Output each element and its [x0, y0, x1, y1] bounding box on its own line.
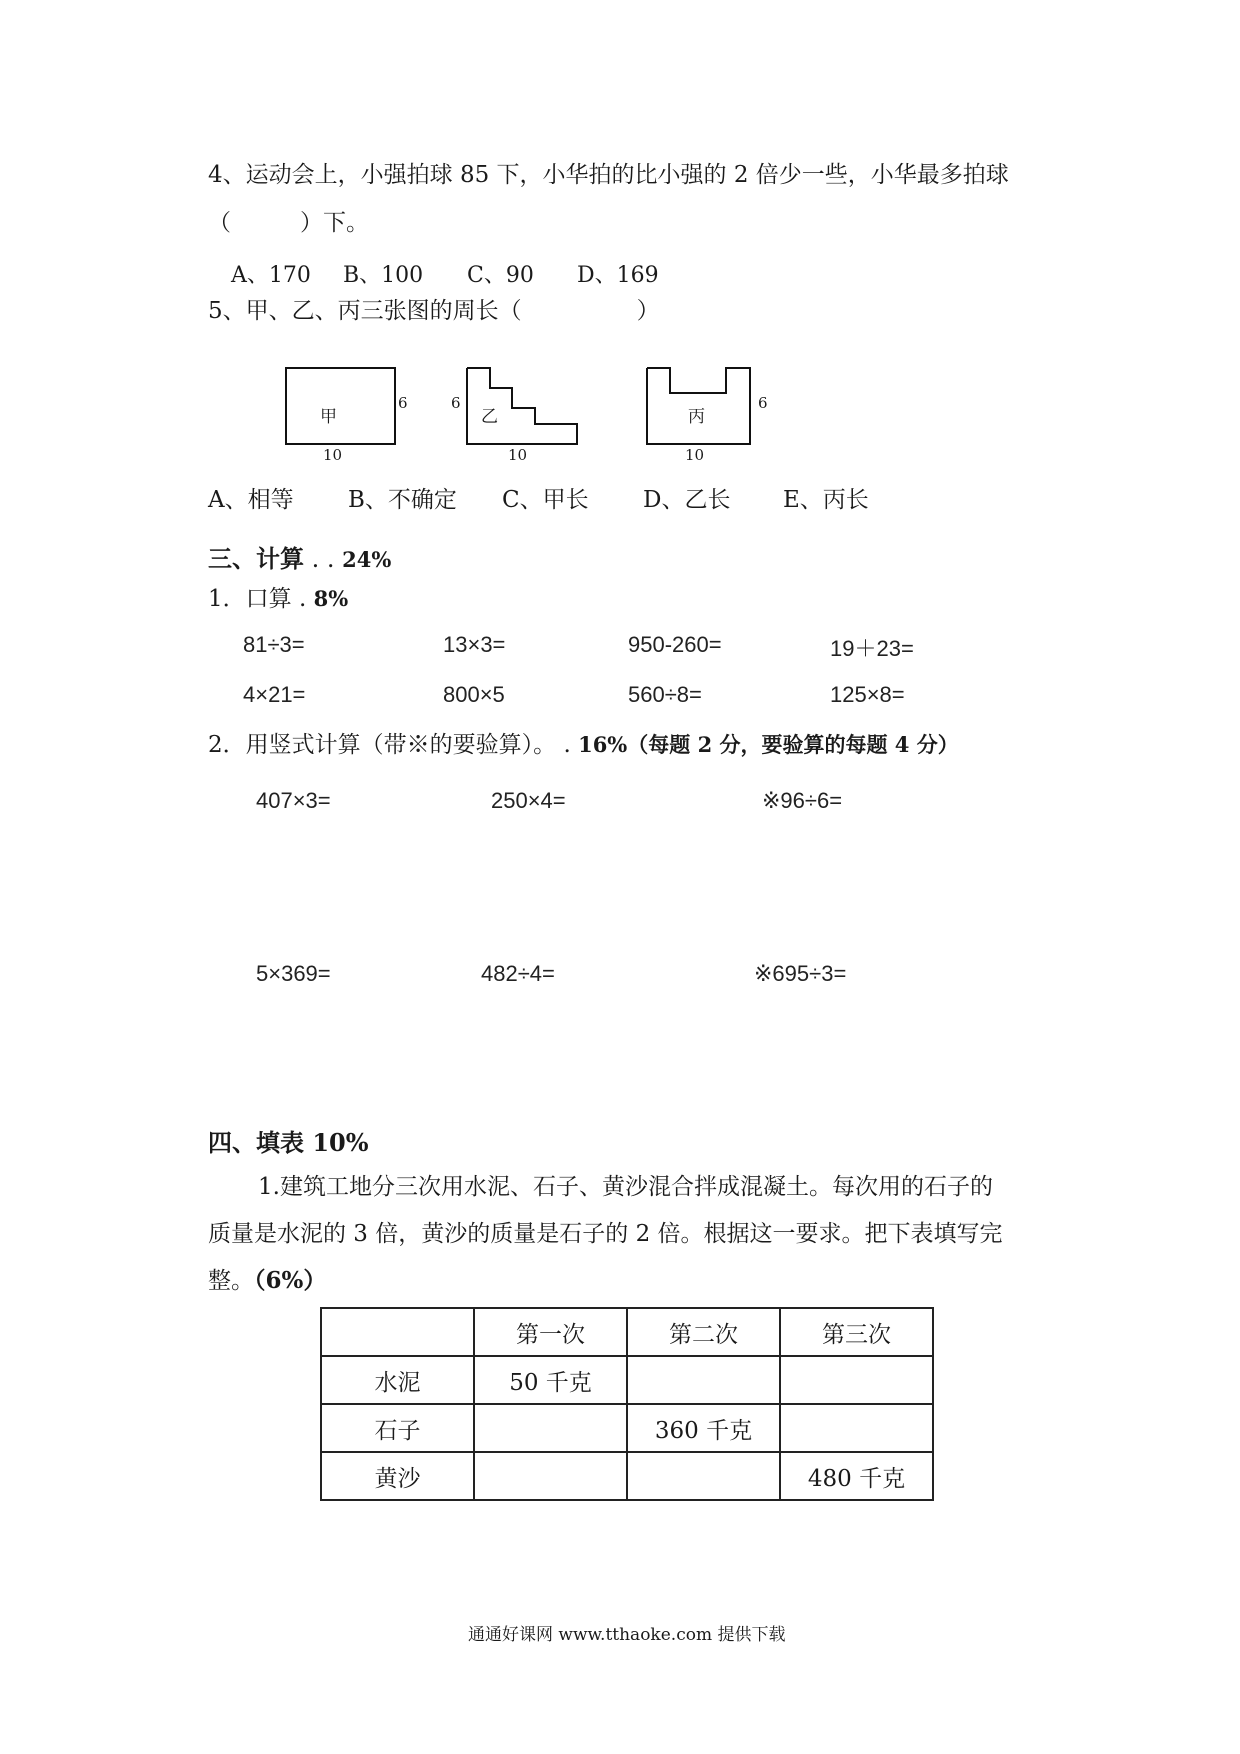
q5-option-b: B、不确定 — [348, 487, 457, 513]
oral-item: 125×8= — [830, 682, 905, 707]
figure-jia-label: 甲 — [320, 407, 337, 427]
vertical-item: 250×4= — [491, 788, 566, 813]
figure-jia — [280, 360, 420, 470]
table-header-cell — [321, 1308, 474, 1356]
table-cell — [780, 1356, 933, 1404]
q4-option-a: A、170 — [231, 263, 311, 288]
part1-percent: 8% — [313, 586, 349, 611]
section4-q1-line2: 质量是水泥的 3 倍，黄沙的质量是石子的 2 倍。根据这一要求。把下表填写完 — [208, 1221, 1003, 1247]
oral-item: 950-260= — [628, 632, 722, 657]
q5-stem: 5、甲、乙、丙三张图的周长（ ） — [208, 298, 660, 324]
q4-option-d: D、169 — [577, 263, 659, 288]
oral-item: 13×3= — [443, 632, 506, 657]
section4-title: 四、填表 10% — [208, 1128, 369, 1157]
fill-in-table — [320, 1307, 934, 1501]
q5-option-c: C、甲长 — [502, 487, 589, 513]
figure-yi-label: 乙 — [481, 407, 498, 427]
table-cell — [474, 1452, 627, 1500]
figure-jia-side: 6 — [398, 394, 408, 412]
section3-heading: 三、计算 . . 24% — [208, 544, 392, 573]
table-cell — [627, 1452, 780, 1500]
table-header-cell: 第一次 — [474, 1308, 627, 1356]
section4-q1-percent: （6%） — [254, 1267, 327, 1294]
figure-bing — [642, 360, 772, 470]
vertical-item: 407×3= — [256, 788, 331, 813]
part2-heading: 2．用竖式计算（带※的要验算）。 . 16%（每题 2 分，要验算的每题 4 分） — [208, 732, 959, 758]
section4-q1-line3-text: 整。 — [208, 1268, 254, 1294]
oral-item: 81÷3= — [243, 632, 305, 657]
figure-yi-side: 6 — [451, 394, 461, 412]
part1-title: 1．口算 — [208, 586, 292, 612]
q5-option-e: E、丙长 — [783, 487, 869, 513]
vertical-item: ※695÷3= — [754, 961, 847, 986]
table-header-cell: 第二次 — [627, 1308, 780, 1356]
table-cell: 水泥 — [321, 1356, 474, 1404]
table-row — [321, 1356, 933, 1404]
table-cell: 黄沙 — [321, 1452, 474, 1500]
figure-bing-label: 丙 — [688, 407, 705, 427]
table-cell: 480 千克 — [780, 1452, 933, 1500]
figure-yi-bottom: 10 — [508, 446, 528, 464]
footer-source: 通通好课网 www.tthaoke.com 提供下载 — [468, 1625, 786, 1645]
q5-option-a: A、相等 — [208, 487, 294, 513]
table-cell: 50 千克 — [474, 1356, 627, 1404]
table-cell — [474, 1404, 627, 1452]
table-cell: 360 千克 — [627, 1404, 780, 1452]
table-cell — [780, 1404, 933, 1452]
section3-percent: 24% — [342, 547, 392, 572]
q4-stem-line2: （ ）下。 — [208, 210, 369, 236]
oral-item: 560÷8= — [628, 682, 702, 707]
oral-item: 19＋23= — [830, 636, 914, 661]
vertical-item: 5×369= — [256, 961, 331, 986]
q5-option-d: D、乙长 — [643, 487, 731, 513]
figure-bing-bottom: 10 — [685, 446, 705, 464]
q4-stem-line1: 4、运动会上，小强拍球 85 下，小华拍的比小强的 2 倍少一些，小华最多拍球 — [208, 162, 1009, 188]
figure-jia-bottom: 10 — [323, 446, 343, 464]
section4-q1-line3 — [208, 1266, 326, 1296]
oral-item: 800×5 — [443, 682, 505, 707]
figure-bing-side: 6 — [758, 394, 768, 412]
table-cell: 石子 — [321, 1404, 474, 1452]
q4-option-c: C、90 — [467, 263, 534, 288]
q4-option-b: B、100 — [343, 263, 424, 288]
part2-percent: 16%（每题 2 分，要验算的每题 4 分） — [578, 732, 959, 757]
table-cell — [627, 1356, 780, 1404]
table-header-cell: 第三次 — [780, 1308, 933, 1356]
section4-q1-line1: 1.建筑工地分三次用水泥、石子、黄沙混合拌成混凝土。每次用的石子的 — [258, 1174, 993, 1200]
oral-item: 4×21= — [243, 682, 306, 707]
vertical-item: ※96÷6= — [762, 788, 843, 813]
table-row — [321, 1404, 933, 1452]
table-row — [321, 1452, 933, 1500]
part2-title: 2．用竖式计算（带※的要验算）。 — [208, 732, 557, 758]
table-header-row — [321, 1308, 933, 1356]
part1-heading: 1．口算 . 8% — [208, 586, 349, 612]
vertical-item: 482÷4= — [481, 961, 555, 986]
section3-title: 三、计算 — [208, 544, 304, 573]
